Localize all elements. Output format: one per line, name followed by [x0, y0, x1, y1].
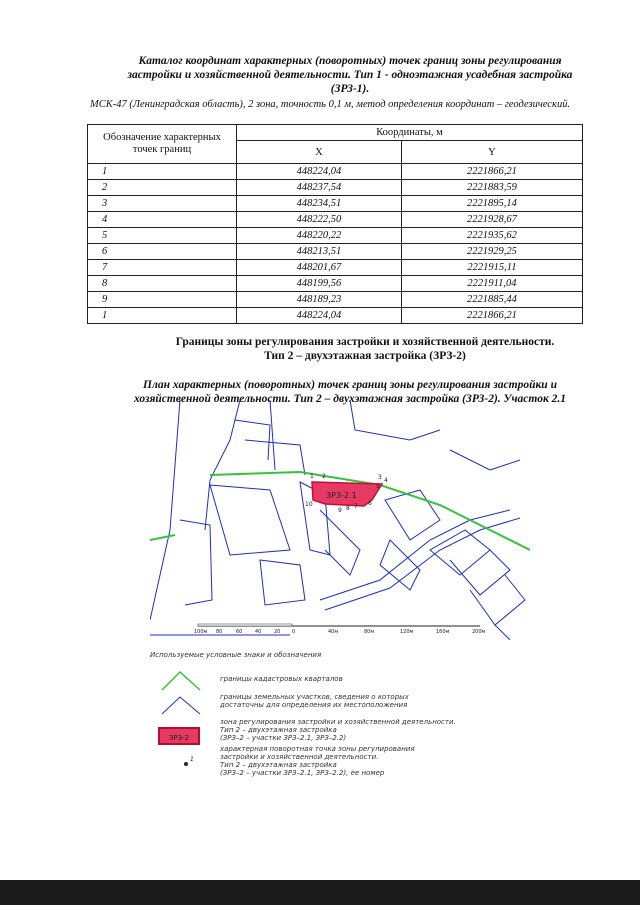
- legend-point-text: [220, 745, 415, 777]
- scale-label: 80м: [364, 629, 375, 635]
- scale-label: 100м: [194, 629, 208, 635]
- zone-polygon-label: ЗРЗ-2.1: [326, 491, 357, 500]
- legend-point-line4: (ЗРЗ–2 – участки ЗРЗ–2.1, ЗРЗ–2.2), ее номер: [220, 769, 385, 777]
- legend-point-line2: застройки и хозяйственной деятельности.: [220, 753, 379, 761]
- catalog-title-line1: Каталог координат характерных (поворотных) точек границ зоны регулирования: [138, 55, 562, 67]
- table-row: [88, 180, 583, 196]
- table-row: [88, 260, 583, 276]
- point-id: 4: [88, 212, 237, 228]
- point-id: 8: [88, 276, 237, 292]
- map-point-label: 5: [376, 483, 380, 490]
- point-id: 9: [88, 292, 237, 308]
- table-row: [88, 308, 583, 324]
- col-y-header: Y: [401, 141, 582, 164]
- col-x-header: X: [237, 141, 402, 164]
- col-point-header: Обозначение характерных точек границ: [88, 125, 237, 164]
- legend-parcels-line2: достаточны для определения их местоположения: [220, 701, 408, 709]
- table-row: [88, 292, 583, 308]
- y-value: 2221883,59: [401, 180, 582, 196]
- zone-legend-swatch: ЗРЗ-2: [158, 727, 200, 745]
- point-symbol-label: 1: [190, 756, 194, 763]
- point-id: 7: [88, 260, 237, 276]
- y-value: 2221915,11: [401, 260, 582, 276]
- zone2-heading-line2: Тип 2 – двухэтажная застройка (ЗРЗ-2): [264, 350, 466, 362]
- table-row: [88, 244, 583, 260]
- catalog-title: [80, 54, 620, 96]
- map-point-label: 7: [354, 503, 358, 510]
- parcel-line-symbol: [160, 694, 202, 716]
- y-value: 2221929,25: [401, 244, 582, 260]
- table-row: [88, 164, 583, 180]
- cadastral-line-symbol: [160, 668, 202, 692]
- map-point-label: 6: [368, 500, 372, 507]
- x-value: 448189,23: [237, 292, 402, 308]
- legend-parcels-text: [220, 693, 409, 709]
- point-dot-icon: [184, 762, 188, 766]
- legend-zone-line2: Тип 2 – двухэтажная застройка: [220, 726, 337, 734]
- legend-point-line3: Тип 2 – двухэтажная застройка: [220, 761, 337, 769]
- point-id: 2: [88, 180, 237, 196]
- table-row: [88, 212, 583, 228]
- y-value: 2221928,67: [401, 212, 582, 228]
- map-point-label: 3: [378, 474, 382, 481]
- y-value: 2221895,14: [401, 196, 582, 212]
- cadastral-map: [150, 400, 530, 640]
- zone2-heading: [100, 335, 630, 363]
- map-point-label: 1: [310, 473, 314, 480]
- map-point-label: 2: [322, 473, 326, 480]
- legend-point-line1: характерная поворотная точка зоны регулирования: [220, 745, 415, 753]
- plan-heading-line2: хозяйственной деятельности. Тип 2 – двухэтажная застройка (ЗРЗ-2). Участок 2.1: [133, 393, 567, 405]
- scale-label: 60: [236, 629, 243, 635]
- scale-label: 40: [255, 629, 262, 635]
- x-value: 448220,22: [237, 228, 402, 244]
- legend-zone-line3: (ЗРЗ–2 – участки ЗРЗ–2.1, ЗРЗ–2.2): [220, 734, 347, 742]
- point-id: 6: [88, 244, 237, 260]
- zone2-heading-line1: Границы зоны регулирования застройки и хозяйственной деятельности.: [175, 336, 555, 348]
- legend-heading: Используемые условные знаки и обозначения: [150, 651, 322, 659]
- coordinate-system-note: МСК-47 (Ленинградская область), 2 зона, точность 0,1 м, метод определения координат – геодезический.: [90, 99, 571, 110]
- point-id: 3: [88, 196, 237, 212]
- table-row: [88, 228, 583, 244]
- col-coords-header: Координаты, м: [237, 125, 583, 141]
- legend-zone-line1: зона регулирования застройки и хозяйственной деятельности.: [220, 718, 456, 726]
- scale-label: 160м: [436, 629, 450, 635]
- map-point-label: 10: [305, 501, 313, 508]
- x-value: 448234,51: [237, 196, 402, 212]
- table-row: [88, 276, 583, 292]
- legend-cadastral-text: границы кадастровых кварталов: [220, 675, 343, 683]
- scale-label: 40м: [328, 629, 339, 635]
- point-id: 5: [88, 228, 237, 244]
- legend-parcels-line1: границы земельных участков, сведения о которых: [220, 693, 409, 701]
- catalog-title-line3: (ЗРЗ-1).: [330, 83, 370, 95]
- point-id: 1: [88, 164, 237, 180]
- scale-label: 80: [216, 629, 223, 635]
- x-value: 448199,56: [237, 276, 402, 292]
- scale-label: 120м: [400, 629, 414, 635]
- x-value: 448213,51: [237, 244, 402, 260]
- scale-label: 20: [274, 629, 281, 635]
- point-id: 1: [88, 308, 237, 324]
- coordinates-table: [87, 124, 583, 324]
- plan-heading-line1: План характерных (поворотных) точек границ зоны регулирования застройки и: [143, 379, 557, 391]
- x-value: 448222,50: [237, 212, 402, 228]
- scale-label: 200м: [472, 629, 486, 635]
- y-value: 2221866,21: [401, 164, 582, 180]
- scale-label: 0: [292, 629, 296, 635]
- x-value: 448224,04: [237, 308, 402, 324]
- y-value: 2221885,44: [401, 292, 582, 308]
- map-point-label: 4: [384, 477, 388, 484]
- x-value: 448237,54: [237, 180, 402, 196]
- map-point-label: 8: [346, 505, 350, 512]
- x-value: 448224,04: [237, 164, 402, 180]
- y-value: 2221935,62: [401, 228, 582, 244]
- y-value: 2221866,21: [401, 308, 582, 324]
- scan-edge-bar: [0, 880, 640, 905]
- map-point-label: 9: [338, 507, 342, 514]
- catalog-title-line2: застройки и хозяйственной деятельности. Тип 1 - одноэтажная усадебная застройка: [127, 69, 573, 81]
- legend-zone-text: [220, 718, 456, 742]
- x-value: 448201,67: [237, 260, 402, 276]
- y-value: 2221911,04: [401, 276, 582, 292]
- table-row: [88, 196, 583, 212]
- scale-bar: [194, 624, 486, 635]
